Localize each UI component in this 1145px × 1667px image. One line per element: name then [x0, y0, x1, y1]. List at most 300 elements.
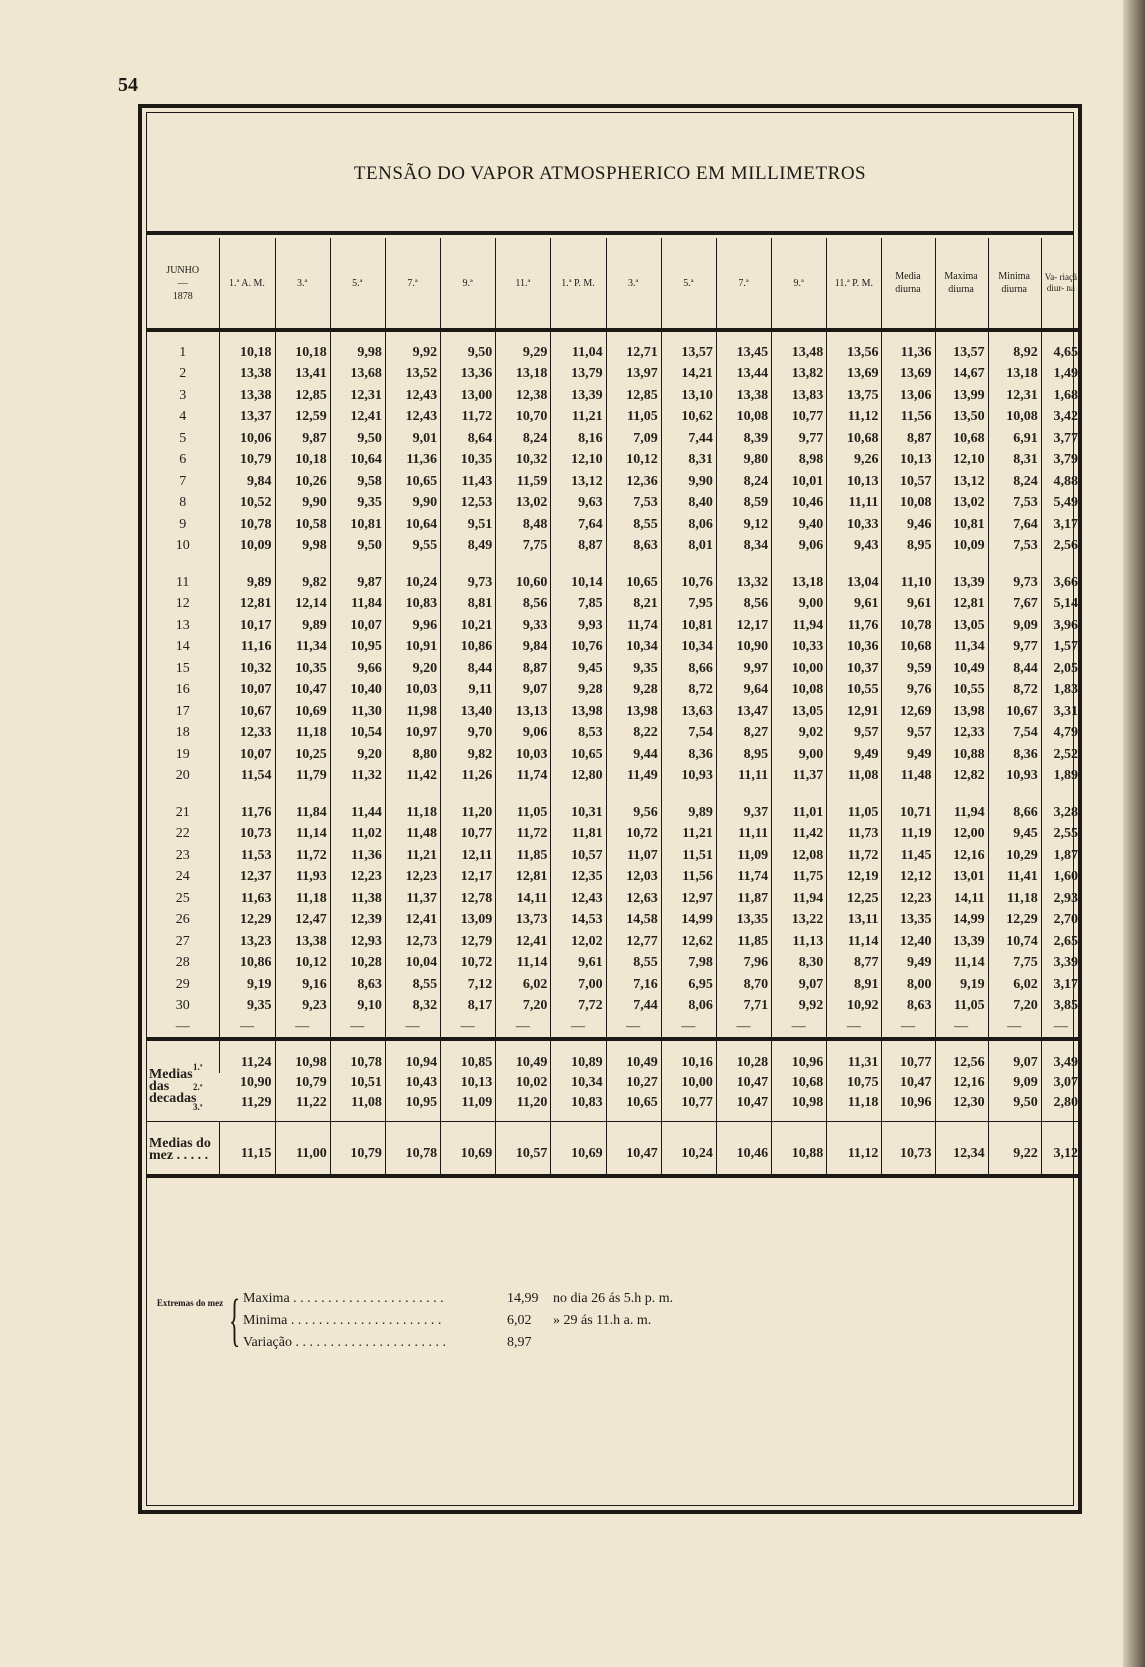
value-cell: 8,39: [716, 428, 771, 450]
value-cell: 11,41: [988, 867, 1041, 889]
value-cell: 11,76: [827, 615, 882, 637]
value-cell: 11,05: [935, 996, 988, 1018]
value-cell: 10,13: [441, 1073, 496, 1093]
value-cell: 8,72: [988, 680, 1041, 702]
value-cell: 9,98: [330, 330, 385, 364]
day-cell: 8: [179, 495, 187, 511]
value-cell: 10,49: [935, 658, 988, 680]
value-cell: 11,21: [385, 845, 440, 867]
value-cell: 8,31: [661, 450, 716, 472]
value-cell: 7,64: [988, 514, 1041, 536]
header-col: 3.ª: [275, 238, 330, 330]
value-cell: 10,57: [551, 845, 606, 867]
value-cell: 10,34: [661, 637, 716, 659]
value-cell: 13,40: [441, 701, 496, 723]
value-cell: 9,50: [441, 330, 496, 364]
value-cell: 10,03: [385, 680, 440, 702]
value-cell: 10,35: [441, 450, 496, 472]
value-cell: 10,57: [496, 1122, 551, 1177]
value-cell: 9,09: [988, 1073, 1041, 1093]
value-cell: 10,69: [441, 1122, 496, 1177]
value-cell: 10,78: [220, 514, 275, 536]
table-row: [147, 594, 1081, 616]
value-cell: 11,42: [385, 766, 440, 788]
value-cell: 13,79: [551, 364, 606, 386]
value-cell: 13,50: [935, 407, 988, 429]
value-cell: 10,28: [716, 1039, 771, 1073]
value-cell: 3,12: [1041, 1122, 1081, 1177]
value-cell: 10,68: [935, 428, 988, 450]
day-cell: 27: [175, 933, 190, 949]
value-cell: 8,87: [551, 536, 606, 558]
value-cell: 9,93: [551, 615, 606, 637]
value-cell: 14,67: [935, 364, 988, 386]
extreme-value: 6,02: [507, 1313, 532, 1328]
value-cell: 13,01: [935, 867, 988, 889]
value-cell: 9,51: [441, 514, 496, 536]
value-cell: 10,95: [385, 1093, 440, 1122]
value-cell: 10,88: [772, 1122, 827, 1177]
value-cell: 8,31: [988, 450, 1041, 472]
value-cell: 11,44: [330, 787, 385, 824]
extreme-value: 14,99: [507, 1291, 539, 1306]
header-col: Va- riaçã diur- na: [1041, 238, 1081, 330]
value-cell: 12,56: [935, 1039, 988, 1073]
book-spine: [1123, 0, 1145, 1667]
value-cell: 11,08: [330, 1093, 385, 1122]
value-cell: 13,18: [772, 557, 827, 594]
value-cell: 8,98: [772, 450, 827, 472]
value-cell: 11,87: [716, 888, 771, 910]
value-cell: 9,49: [882, 953, 935, 975]
value-cell: 2,65: [1041, 931, 1081, 953]
day-cell: 20: [175, 768, 190, 784]
value-cell: 11,11: [716, 824, 771, 846]
dash-cell: —: [330, 1017, 385, 1039]
value-cell: 10,18: [220, 330, 275, 364]
value-cell: 13,18: [496, 364, 551, 386]
value-cell: 10,12: [275, 953, 330, 975]
extreme-note: no dia 26 ás 5.h p. m.: [553, 1291, 674, 1306]
header-col: 11.ª: [496, 238, 551, 330]
header-col: Media diurna: [882, 238, 935, 330]
vapor-table: [147, 238, 1081, 1178]
value-cell: 11,18: [275, 723, 330, 745]
value-cell: 9,90: [275, 493, 330, 515]
value-cell: 11,54: [220, 766, 275, 788]
value-cell: 13,10: [661, 385, 716, 407]
value-cell: 9,49: [882, 744, 935, 766]
day-cell: 25: [175, 890, 190, 906]
table-row: [147, 723, 1081, 745]
value-cell: 9,44: [606, 744, 661, 766]
value-cell: 9,89: [661, 787, 716, 824]
header-col: Minima diurna: [988, 238, 1041, 330]
value-cell: 13,75: [827, 385, 882, 407]
value-cell: 11,07: [606, 845, 661, 867]
value-cell: 11,42: [772, 824, 827, 846]
value-cell: 12,16: [935, 845, 988, 867]
value-cell: 13,52: [385, 364, 440, 386]
value-cell: 9,57: [827, 723, 882, 745]
value-cell: 10,40: [330, 680, 385, 702]
extreme-name: Maxima . . . . . . . . . . . . . . . . . . . . . .: [243, 1291, 444, 1306]
value-cell: 9,43: [827, 536, 882, 558]
value-cell: 10,89: [551, 1039, 606, 1073]
day-cell: 28: [175, 955, 190, 971]
value-cell: 13,69: [882, 364, 935, 386]
value-cell: 10,25: [275, 744, 330, 766]
header-col: 5.ª: [661, 238, 716, 330]
value-cell: 11,08: [827, 766, 882, 788]
value-cell: 11,14: [496, 953, 551, 975]
value-cell: 12,23: [330, 867, 385, 889]
value-cell: 10,21: [441, 615, 496, 637]
value-cell: 9,87: [275, 428, 330, 450]
value-cell: 11,26: [441, 766, 496, 788]
value-cell: 13,05: [935, 615, 988, 637]
value-cell: 10,74: [988, 931, 1041, 953]
value-cell: 10,78: [882, 615, 935, 637]
value-cell: 10,83: [385, 594, 440, 616]
value-cell: 11,18: [988, 888, 1041, 910]
value-cell: 12,85: [275, 385, 330, 407]
value-cell: 10,86: [441, 637, 496, 659]
value-cell: 8,24: [496, 428, 551, 450]
value-cell: 10,73: [220, 824, 275, 846]
value-cell: 12,43: [385, 385, 440, 407]
table-row: [147, 996, 1081, 1018]
value-cell: 7,72: [551, 996, 606, 1018]
value-cell: 9,92: [772, 996, 827, 1018]
value-cell: 2,80: [1041, 1093, 1081, 1122]
value-cell: 12,23: [882, 888, 935, 910]
value-cell: 7,67: [988, 594, 1041, 616]
table-row: [147, 493, 1081, 515]
value-cell: 6,02: [988, 974, 1041, 996]
value-cell: 6,95: [661, 974, 716, 996]
value-cell: 10,78: [385, 1122, 440, 1177]
value-cell: 11,18: [385, 787, 440, 824]
value-cell: 10,18: [275, 450, 330, 472]
value-cell: 12,53: [441, 493, 496, 515]
value-cell: 9,70: [441, 723, 496, 745]
value-cell: 2,52: [1041, 744, 1081, 766]
dash-cell: —: [716, 1017, 771, 1039]
table-row: [147, 787, 1081, 824]
value-cell: 13,37: [220, 407, 275, 429]
value-cell: 9,57: [882, 723, 935, 745]
table-frame: [138, 104, 1082, 1514]
table-frame-inner: [146, 112, 1078, 1506]
day-cell: 12: [175, 596, 190, 612]
value-cell: 11,81: [551, 824, 606, 846]
value-cell: 10,12: [606, 450, 661, 472]
value-cell: 13,23: [220, 931, 275, 953]
value-cell: 13,44: [716, 364, 771, 386]
value-cell: 9,20: [385, 658, 440, 680]
value-cell: 1,49: [1041, 364, 1081, 386]
day-cell: 11: [175, 574, 190, 590]
value-cell: 9,49: [827, 744, 882, 766]
table-row: [147, 428, 1081, 450]
value-cell: 10,37: [827, 658, 882, 680]
value-cell: 11,79: [275, 766, 330, 788]
value-cell: 13,56: [827, 330, 882, 364]
header-dash: —: [177, 277, 188, 289]
header-year: 1878: [172, 290, 193, 302]
header-col: 7.ª: [385, 238, 440, 330]
value-cell: 8,27: [716, 723, 771, 745]
table-row: [147, 364, 1081, 386]
table-row: [147, 514, 1081, 536]
value-cell: 12,00: [935, 824, 988, 846]
value-cell: 10,14: [551, 557, 606, 594]
value-cell: 8,24: [716, 471, 771, 493]
value-cell: 13,98: [935, 701, 988, 723]
value-cell: 9,10: [330, 996, 385, 1018]
value-cell: 10,77: [882, 1039, 935, 1073]
value-cell: 2,93: [1041, 888, 1081, 910]
value-cell: 13,38: [716, 385, 771, 407]
value-cell: 12,12: [882, 867, 935, 889]
value-cell: 1,68: [1041, 385, 1081, 407]
value-cell: 13,38: [275, 931, 330, 953]
value-cell: 7,54: [661, 723, 716, 745]
value-cell: 12,29: [988, 910, 1041, 932]
value-cell: 9,01: [385, 428, 440, 450]
value-cell: 11,98: [385, 701, 440, 723]
value-cell: 12,36: [606, 471, 661, 493]
value-cell: 10,86: [220, 953, 275, 975]
value-cell: 11,11: [716, 766, 771, 788]
value-cell: 12,38: [496, 385, 551, 407]
value-cell: 9,61: [882, 594, 935, 616]
day-cell: 24: [175, 869, 190, 885]
value-cell: 11,14: [275, 824, 330, 846]
value-cell: 9,09: [988, 615, 1041, 637]
day-cell: 17: [175, 703, 190, 719]
value-cell: 9,00: [772, 744, 827, 766]
value-cell: 13,47: [716, 701, 771, 723]
value-cell: 10,55: [827, 680, 882, 702]
extreme-value: 8,97: [507, 1335, 532, 1350]
value-cell: 13,05: [772, 701, 827, 723]
value-cell: 8,95: [882, 536, 935, 558]
extremes-label: Extremas do mez: [156, 1298, 224, 1308]
value-cell: 9,64: [716, 680, 771, 702]
value-cell: 10,49: [606, 1039, 661, 1073]
value-cell: 8,63: [330, 974, 385, 996]
value-cell: 10,72: [441, 953, 496, 975]
value-cell: 3,79: [1041, 450, 1081, 472]
value-cell: 4,79: [1041, 723, 1081, 745]
day-cell: 9: [179, 516, 187, 532]
value-cell: 12,10: [935, 450, 988, 472]
day-cell: 16: [175, 682, 190, 698]
value-cell: 10,81: [330, 514, 385, 536]
value-cell: 10,54: [330, 723, 385, 745]
value-cell: 11,72: [275, 845, 330, 867]
value-cell: 10,77: [441, 824, 496, 846]
value-cell: 11,18: [275, 888, 330, 910]
value-cell: 13,35: [882, 910, 935, 932]
value-cell: 12,17: [716, 615, 771, 637]
value-cell: 10,34: [551, 1073, 606, 1093]
header-month-cell: [147, 238, 220, 330]
value-cell: 11,36: [385, 450, 440, 472]
value-cell: 12,81: [220, 594, 275, 616]
value-cell: 11,38: [330, 888, 385, 910]
value-cell: 8,24: [988, 471, 1041, 493]
value-cell: 12,82: [935, 766, 988, 788]
value-cell: 12,41: [385, 910, 440, 932]
value-cell: 8,16: [551, 428, 606, 450]
value-cell: 10,67: [220, 701, 275, 723]
value-cell: 7,75: [496, 536, 551, 558]
value-cell: 9,84: [496, 637, 551, 659]
value-cell: 8,87: [882, 428, 935, 450]
value-cell: 11,13: [772, 931, 827, 953]
value-cell: 9,73: [988, 557, 1041, 594]
day-cell: 18: [175, 725, 190, 741]
extremes-brace: {: [229, 1287, 241, 1352]
value-cell: 13,02: [935, 493, 988, 515]
value-cell: 10,67: [988, 701, 1041, 723]
value-cell: 8,59: [716, 493, 771, 515]
value-cell: 10,47: [716, 1073, 771, 1093]
table-row: [147, 385, 1081, 407]
dash-cell: —: [496, 1017, 551, 1039]
value-cell: 11,94: [772, 615, 827, 637]
value-cell: 13,99: [935, 385, 988, 407]
value-cell: 10,79: [220, 450, 275, 472]
value-cell: 11,09: [716, 845, 771, 867]
value-cell: 10,08: [716, 407, 771, 429]
table-row: [147, 974, 1081, 996]
value-cell: 10,43: [385, 1073, 440, 1093]
decades-label-cell: [147, 1039, 220, 1122]
value-cell: 10,34: [606, 637, 661, 659]
value-cell: 11,94: [772, 888, 827, 910]
decade-row: [147, 1039, 1081, 1073]
value-cell: 7,95: [661, 594, 716, 616]
value-cell: 11,18: [827, 1093, 882, 1122]
table-row: [147, 471, 1081, 493]
value-cell: 10,65: [551, 744, 606, 766]
value-cell: 11,20: [441, 787, 496, 824]
value-cell: 9,45: [551, 658, 606, 680]
value-cell: 8,32: [385, 996, 440, 1018]
value-cell: 11,34: [935, 637, 988, 659]
value-cell: 10,08: [882, 493, 935, 515]
value-cell: 7,12: [441, 974, 496, 996]
header-col: 5.ª: [330, 238, 385, 330]
value-cell: 3,17: [1041, 514, 1081, 536]
value-cell: 7,44: [661, 428, 716, 450]
value-cell: 7,98: [661, 953, 716, 975]
value-cell: 12,47: [275, 910, 330, 932]
day-cell: 19: [175, 746, 190, 762]
value-cell: 7,85: [551, 594, 606, 616]
value-cell: 9,77: [988, 637, 1041, 659]
value-cell: 7,71: [716, 996, 771, 1018]
value-cell: 13,45: [716, 330, 771, 364]
value-cell: 11,72: [496, 824, 551, 846]
value-cell: 9,55: [385, 536, 440, 558]
value-cell: 10,00: [772, 658, 827, 680]
value-cell: 10,32: [496, 450, 551, 472]
value-cell: 1,89: [1041, 766, 1081, 788]
value-cell: 9,26: [827, 450, 882, 472]
value-cell: 12,40: [882, 931, 935, 953]
value-cell: 8,00: [882, 974, 935, 996]
table-row: [147, 680, 1081, 702]
value-cell: 10,65: [385, 471, 440, 493]
value-cell: 8,72: [661, 680, 716, 702]
value-cell: 9,29: [496, 330, 551, 364]
value-cell: 13,69: [827, 364, 882, 386]
value-cell: 14,53: [551, 910, 606, 932]
value-cell: 11,05: [827, 787, 882, 824]
value-cell: 10,58: [275, 514, 330, 536]
value-cell: 11,31: [827, 1039, 882, 1073]
value-cell: 10,60: [496, 557, 551, 594]
value-cell: 3,49: [1041, 1039, 1081, 1073]
dash-cell: —: [275, 1017, 330, 1039]
value-cell: 10,98: [275, 1039, 330, 1073]
value-cell: 8,91: [827, 974, 882, 996]
value-cell: 12,91: [827, 701, 882, 723]
value-cell: 11,74: [716, 867, 771, 889]
value-cell: 4,65: [1041, 330, 1081, 364]
value-cell: 10,01: [772, 471, 827, 493]
value-cell: 11,02: [330, 824, 385, 846]
value-cell: 9,07: [988, 1039, 1041, 1073]
value-cell: 10,13: [882, 450, 935, 472]
value-cell: 9,11: [441, 680, 496, 702]
value-cell: 11,56: [882, 407, 935, 429]
extreme-note: » 29 ás 11.h a. m.: [553, 1313, 652, 1328]
value-cell: 10,77: [661, 1093, 716, 1122]
value-cell: 12,14: [275, 594, 330, 616]
value-cell: 8,64: [441, 428, 496, 450]
dash-cell: —: [385, 1017, 440, 1039]
value-cell: 7,54: [988, 723, 1041, 745]
table-row: [147, 867, 1081, 889]
value-cell: 12,08: [772, 845, 827, 867]
value-cell: 12,39: [330, 910, 385, 932]
value-cell: 11,14: [827, 931, 882, 953]
day-cell: 13: [175, 617, 190, 633]
value-cell: 13,36: [441, 364, 496, 386]
value-cell: 8,63: [882, 996, 935, 1018]
value-cell: 12,03: [606, 867, 661, 889]
value-cell: 13,39: [551, 385, 606, 407]
value-cell: 12,93: [330, 931, 385, 953]
value-cell: 13,12: [551, 471, 606, 493]
value-cell: 10,33: [772, 637, 827, 659]
value-cell: 9,16: [275, 974, 330, 996]
value-cell: 3,96: [1041, 615, 1081, 637]
dash-cell: —: [988, 1017, 1041, 1039]
value-cell: 13,63: [661, 701, 716, 723]
value-cell: 9,90: [661, 471, 716, 493]
value-cell: 11,74: [496, 766, 551, 788]
value-cell: 10,13: [827, 471, 882, 493]
value-cell: 8,66: [988, 787, 1041, 824]
value-cell: 10,09: [935, 536, 988, 558]
